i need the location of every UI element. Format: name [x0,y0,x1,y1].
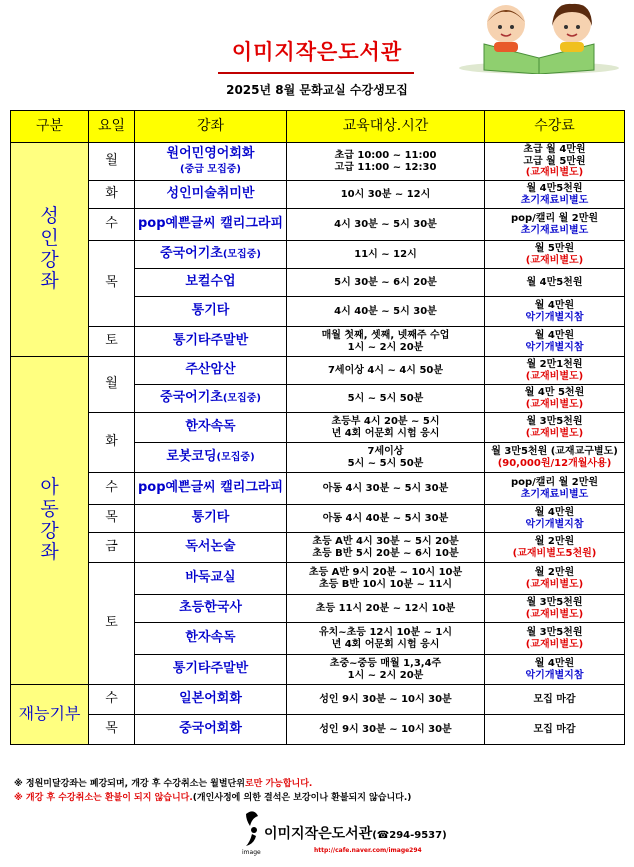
fee-note: 악기개별지참 [525,311,584,323]
course-name: 통기타주말반 [172,333,249,349]
course-cell[interactable] [135,143,287,181]
course-name: 한자속독 [185,419,236,435]
course-cell[interactable] [135,685,287,715]
course-name: pop예쁜글씨 캘리그라피 [137,216,284,232]
fee-cell [485,269,625,297]
time-cell [287,357,485,385]
fee-note: (교재비별도) [525,427,584,439]
course-note: (모집중) [222,249,261,261]
time-line: 성인 9시 30분 ~ 10시 30분 [319,693,452,705]
time-line: 5시 ~ 5시 50분 [347,457,424,469]
time-cell [287,685,485,715]
day-cell [89,563,135,685]
fee-cell [485,181,625,209]
fee-line: 월 2만원 [534,536,575,547]
day-label: 목 [105,275,118,291]
fee-cell [485,533,625,563]
notice-line-2-b: (개인사정에 의한 결석은 보강이나 환불되지 않습니다.) [192,793,412,803]
course-cell[interactable] [135,241,287,269]
course-cell[interactable] [135,563,287,595]
time-line: 초급 10:00 ~ 11:00 [334,150,437,161]
time-line: 년 4회 어문회 시험 응시 [331,638,440,650]
fee-note: 악기개별지참 [525,518,584,530]
day-label: 토 [105,615,118,631]
fee-cell [485,385,625,413]
fee-cell [485,327,625,357]
notice-line-1-b: 로만 가능합니다. [244,779,313,789]
table-row [11,685,625,715]
course-name: 통기타주말반 [172,661,249,677]
fee-cell [485,505,625,533]
header-fee: 수강료 [485,111,625,143]
title-underline [218,72,414,74]
course-cell[interactable] [135,413,287,443]
time-line: 초등 11시 20분 ~ 12시 10분 [315,602,456,614]
day-cell [89,181,135,209]
category-cell [11,685,89,745]
time-cell [287,297,485,327]
time-line: 초등 B반 5시 20분 ~ 6시 10분 [312,547,459,559]
fee-note: (교재비별도) [525,254,584,266]
day-label: 월 [105,376,118,392]
course-name: 통기타 [191,510,230,526]
fee-line: 월 2만1천원 [526,359,583,370]
fee-note: (교재비별도5천원) [512,547,597,559]
fee-line: 월 4만 5천원 [524,387,585,398]
time-line: 초등 A반 9시 20분 ~ 10시 10분 [308,567,463,578]
fee-line: 월 4만원 [534,330,575,341]
fee-cell [485,413,625,443]
fee-note: 악기개별지참 [525,669,584,681]
time-cell [287,505,485,533]
fee-line: 고급 월 5만원 [523,155,586,167]
course-cell[interactable] [135,473,287,505]
header-target-time: 교육대상.시간 [287,111,485,143]
time-line: 고급 11:00 ~ 12:30 [334,161,437,173]
notice-line-1 [14,777,411,791]
time-line: 11시 ~ 12시 [354,248,417,260]
time-line: 7세이상 [367,446,404,457]
fee-note: 초기재료비별도 [520,224,589,236]
day-cell [89,413,135,473]
day-label: 토 [105,333,118,349]
day-cell [89,533,135,563]
notice-line-1-a: ※ 정원미달강좌는 폐강되며, 개강 후 수강취소는 월별단위 [14,779,245,789]
course-name: 원어민영어회화 [166,145,255,161]
course-note: (모집중) [216,452,255,464]
day-label: 월 [105,153,118,169]
fee-cell [485,297,625,327]
day-label: 화 [105,434,118,450]
table-row [11,715,625,745]
fee-line: 월 3만5천원 [526,597,583,608]
course-name: 로봇코딩 [166,449,217,465]
category-cell [11,143,89,357]
table-row [11,209,625,241]
fee-line: 월 4만원 [534,658,575,669]
course-name: 주산암산 [185,362,236,378]
course-name: pop예쁜글씨 캘리그라피 [137,480,284,496]
fee-line: 월 5만원 [534,243,575,254]
fee-line: 월 4만5천원 [526,276,583,288]
course-name: 중국어기초 [160,390,223,406]
fee-note: (교재비별도) [525,398,584,410]
fee-cell [485,655,625,685]
time-cell [287,269,485,297]
course-cell[interactable] [135,595,287,623]
time-line: 성인 9시 30분 ~ 10시 30분 [319,723,452,735]
day-label: 화 [105,186,118,202]
course-name: 통기타 [191,303,230,319]
fee-note: 초기재료비별도 [520,488,589,500]
day-cell [89,209,135,241]
time-cell [287,241,485,269]
course-name: 바둑교실 [185,570,236,586]
time-cell [287,655,485,685]
time-cell [287,533,485,563]
header-category: 구분 [11,111,89,143]
course-cell[interactable] [135,623,287,655]
course-cell[interactable] [135,655,287,685]
table-row [11,241,625,269]
day-label: 수 [105,216,118,232]
time-line: 1시 ~ 2시 20분 [347,341,424,353]
category-label: 재능기부 [18,704,81,724]
table-body [11,143,625,745]
fee-cell [485,563,625,595]
day-label: 수 [105,691,118,707]
header-day: 요일 [89,111,135,143]
table-row [11,563,625,595]
time-cell [287,595,485,623]
notice-text [14,777,411,805]
fee-cell [485,209,625,241]
course-cell[interactable] [135,209,287,241]
course-name: 중국어회화 [179,721,242,737]
time-cell [287,715,485,745]
fee-line: pop/캘리 월 2만원 [510,213,599,224]
day-cell [89,241,135,327]
fee-cell [485,715,625,745]
cafe-url-link[interactable]: http://cafe.naver.com/image294 [314,847,422,854]
course-name: 중국어기초 [160,246,223,262]
fee-note: 악기개별지참 [525,341,584,353]
table-row [11,533,625,563]
time-line: 5시 30분 ~ 6시 20분 [334,276,437,288]
fee-line: 월 4만5천원 [526,183,583,194]
time-line: 10시 30분 ~ 12시 [340,188,431,200]
time-cell [287,443,485,473]
day-label: 목 [105,721,118,737]
fee-cell [485,357,625,385]
category-label: 아동강좌 [40,475,59,564]
time-line: 7세이상 4시 ~ 4시 50분 [327,364,444,376]
time-line: 유치~초등 12시 10분 ~ 1시 [318,627,453,638]
header-course: 강좌 [135,111,287,143]
course-cell[interactable] [135,715,287,745]
fee-cell [485,241,625,269]
course-cell[interactable] [135,505,287,533]
fee-note: (교재비별도) [525,638,584,650]
fee-cell [485,623,625,655]
day-cell [89,143,135,181]
time-cell [287,143,485,181]
course-name: 한자속독 [185,630,236,646]
table-row [11,181,625,209]
time-line: 아동 4시 30분 ~ 5시 30분 [322,482,449,494]
course-name: 보컬수업 [185,274,236,290]
day-cell [89,473,135,505]
fee-cell [485,685,625,715]
notice-line-2 [14,791,411,805]
course-cell[interactable] [135,357,287,385]
fee-line: 모집 마감 [533,693,576,705]
category-label: 성인강좌 [40,204,59,293]
time-cell [287,563,485,595]
time-line: 4시 40분 ~ 5시 30분 [334,305,437,317]
course-note: (중급 모집중) [180,163,241,175]
fee-note: (교재비별도) [525,578,584,590]
fee-line: 월 3만5천원 [526,627,583,638]
course-name: 독서논술 [185,539,236,555]
fee-cell [485,595,625,623]
fee-line: 초급 월 4만원 [523,144,586,156]
day-cell [89,357,135,413]
footer-library-name [264,823,447,843]
table-row [11,473,625,505]
course-note: (모집중) [222,393,261,405]
fee-line: 월 3만5천원 [526,416,583,427]
day-label: 목 [105,510,118,526]
time-line: 초등 B반 10시 10분 ~ 11시 [318,578,453,590]
fee-cell [485,143,625,181]
time-cell [287,327,485,357]
course-name: 성인미술취미반 [166,186,255,202]
day-label: 금 [105,539,118,555]
fee-line: 모집 마감 [533,723,576,735]
fee-note: (교재비별도) [525,370,584,382]
fee-note: 초기재료비별도 [520,194,589,206]
time-cell [287,209,485,241]
logo-wordmark: image [242,849,261,856]
footer-name-text: 이미지작은도서관 [264,826,373,842]
time-line: 1시 ~ 2시 20분 [347,669,424,681]
course-cell[interactable] [135,533,287,563]
fee-line: 월 3만5천원 (교재교구별도) [491,446,618,457]
time-line: 매월 첫째, 셋째, 넷째주 수업 [321,330,450,341]
fee-line: 월 4만원 [534,300,575,311]
course-cell[interactable] [135,297,287,327]
course-cell[interactable] [135,181,287,209]
time-line: 4시 30분 ~ 5시 30분 [334,218,437,230]
day-cell [89,505,135,533]
fee-line: 월 4만원 [534,507,575,518]
time-cell [287,413,485,443]
fee-cell [485,473,625,505]
fee-line: pop/캘리 월 2만원 [510,477,599,488]
notice-line-2-a: ※ 개강 후 수강취소는 환불이 되지 않습니다. [14,793,193,803]
footer-phone: (☎294-9537) [372,830,447,841]
fee-note: (교재비별도) [525,608,584,620]
day-label: 수 [105,480,118,496]
time-cell [287,181,485,209]
time-line: 초중~중등 매월 1,3,4주 [329,658,442,669]
course-cell[interactable] [135,269,287,297]
table-row [11,413,625,443]
table-row [11,327,625,357]
fee-note: (교재비별도) [525,167,584,179]
course-cell[interactable] [135,443,287,473]
day-cell [89,685,135,715]
time-line: 아동 4시 40분 ~ 5시 30분 [322,512,449,524]
table-row [11,505,625,533]
course-cell[interactable] [135,327,287,357]
class-schedule-table [10,110,625,745]
category-cell [11,357,89,685]
time-cell [287,385,485,413]
library-title: 이미지작은도서관 [231,40,403,64]
course-cell[interactable] [135,385,287,413]
fee-cell [485,443,625,473]
day-cell [89,715,135,745]
day-cell [89,327,135,357]
time-line: 5시 ~ 5시 50분 [347,392,424,404]
table-row [11,357,625,385]
time-cell [287,473,485,505]
course-name: 초등한국사 [179,600,242,616]
time-line: 초등부 4시 20분 ~ 5시 [331,416,440,427]
fee-note: (90,000원/12개월사용) [497,457,612,469]
table-header-row [11,111,625,143]
table-row [11,143,625,181]
time-cell [287,623,485,655]
recruitment-subtitle: 2025년 8월 문화교실 수강생모집 [226,83,408,97]
time-line: 초등 A반 4시 30분 ~ 5시 20분 [312,536,459,547]
time-line: 년 4회 어문회 시험 응시 [331,427,440,439]
fee-line: 월 2만원 [534,567,575,578]
course-name: 일본어회화 [179,691,242,707]
